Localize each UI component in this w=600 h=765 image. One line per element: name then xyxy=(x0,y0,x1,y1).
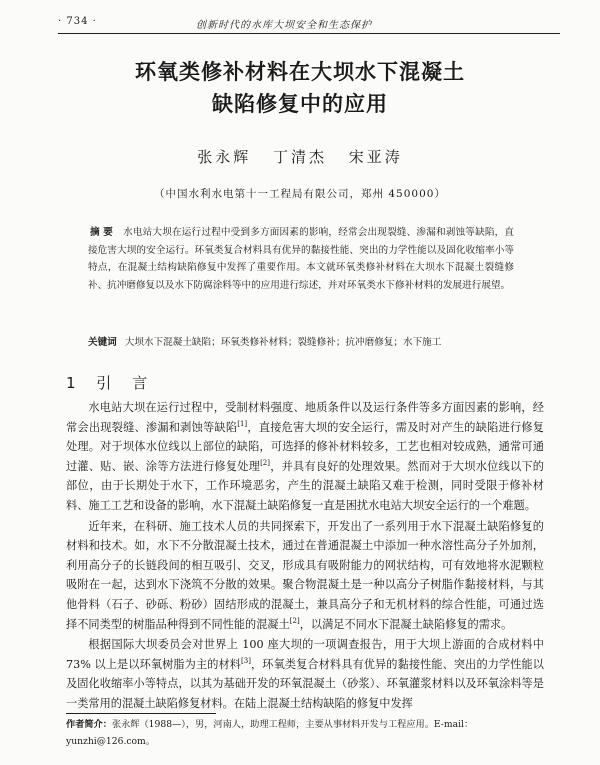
abstract-label: 摘 要 xyxy=(90,227,114,238)
keywords-text: 大坝水下混凝土缺陷；环氧类修补材料；裂缝修补；抗冲磨修复；水下施工 xyxy=(124,337,442,348)
title-line-1: 环氧类修补材料在大坝水下混凝土 xyxy=(135,60,465,84)
section-heading: 1 引 言 xyxy=(66,374,156,392)
citation: [3] xyxy=(241,656,251,665)
paper-title xyxy=(40,56,560,120)
body-text xyxy=(66,398,544,715)
page-number: · 734 · xyxy=(58,16,97,27)
citation: [1] xyxy=(237,419,248,428)
footnote-label: 作者简介： xyxy=(66,719,112,730)
paragraph: 近年来，在科研、施工技术人员的共同探索下，开发出了一系列用于水下混凝土缺陷修复的材料和技术。如，水下不分散混凝土技术，通过在普通混凝土中添加一种水溶性高分子外加剂，利用高分子的长链段间的相互吸引、交叉，形成具有吸附能力的网状结构，可有效地将水泥颗粒吸附在一起，达到水下浇筑不分散的效果。聚合物混凝土是一种以高分子树脂作黏接材料，与其他骨料（石子、砂砾、粉砂）固结形成的混凝土，兼具高分子和无机材料的综合性能，可通过选择不同类型的树脂品种得到不同性能的混凝土[2]，以满足不同水下混凝土缺陷修复的需求。 xyxy=(66,519,544,631)
affiliation: （中国水利水电第十一工程局有限公司，郑州 450000） xyxy=(154,188,446,200)
author-footnote xyxy=(66,716,548,750)
running-header xyxy=(58,12,560,32)
citation: [2] xyxy=(260,458,270,467)
abstract-text: 水电站大坝在运行过程中受到多方面因素的影响，经常会出现裂缝、渗漏和剥蚀等缺陷，直接危害大坝的安全运行。环氧类复合材料具有优异的黏接性能、突出的力学性能以及固化收缩率小等特点，在混凝土结构缺陷修复中发挥了重要作用。本文就环氧类修补材料在大坝水下混凝土裂缝修补、抗冲磨修复以及水下防腐涂料等中的应用进行综述，并对环氧类水下修补材料的发展进行展望。 xyxy=(88,227,515,291)
running-title: 创新时代的水库大坝安全和生态保护 xyxy=(196,20,372,31)
author-list: 张永辉 丁清杰 宋亚涛 xyxy=(197,148,403,166)
header-rule xyxy=(58,33,560,34)
title-line-2: 缺陷修复中的应用 xyxy=(212,92,388,116)
paragraph: 水电站大坝在运行过程中，受制材料强度、地质条件以及运行条件等多方面因素的影响，经常会出现裂缝、渗漏和剥蚀等缺陷[1]，直接危害大坝的安全运行，需及时对产生的缺陷进行修复处理。对于坝体水位线以上部位的缺陷，可选择的修补材料较多，工艺也相对较成熟，通常可通过灌、贴、嵌、涂等方法进行修复处理[2]，并具有良好的处理效果。然而对于大坝水位线以下的部位，由于长期处于水下，工作环境恶劣，产生的混凝土缺陷又难于检测，同时受限于修补材料、施工工艺和设备的影响，水下混凝土缺陷修复一直是困扰水电站大坝安全运行的一个难题。 xyxy=(66,401,544,512)
abstract xyxy=(88,224,514,294)
footnote-text: 张永辉（1988—），男，河南人，助理工程师，主要从事材料开发与工程应用。E-mail：yunzhi@126.com。 xyxy=(66,719,474,747)
citation: [2] xyxy=(289,616,300,625)
keywords-label: 关键词 xyxy=(88,337,117,348)
paragraph: 根据国际大坝委员会对世界上 100 座大坝的一项调查报告，用于大坝上游面的合成材料中 73% 以上是以环氧树脂为主的材料[3]，环氧类复合材料具有优异的黏接性能、突出的力学性能以及固化收缩率小等特点，以其为基础开发的环氧混凝土（砂浆）、环氧灌浆材料以及环氧涂料等是一类常用的混凝土缺陷修复材料。在陆上混凝土结构缺陷的修复中发挥 xyxy=(66,638,544,710)
footnote-rule xyxy=(66,713,216,714)
keywords xyxy=(88,334,514,351)
